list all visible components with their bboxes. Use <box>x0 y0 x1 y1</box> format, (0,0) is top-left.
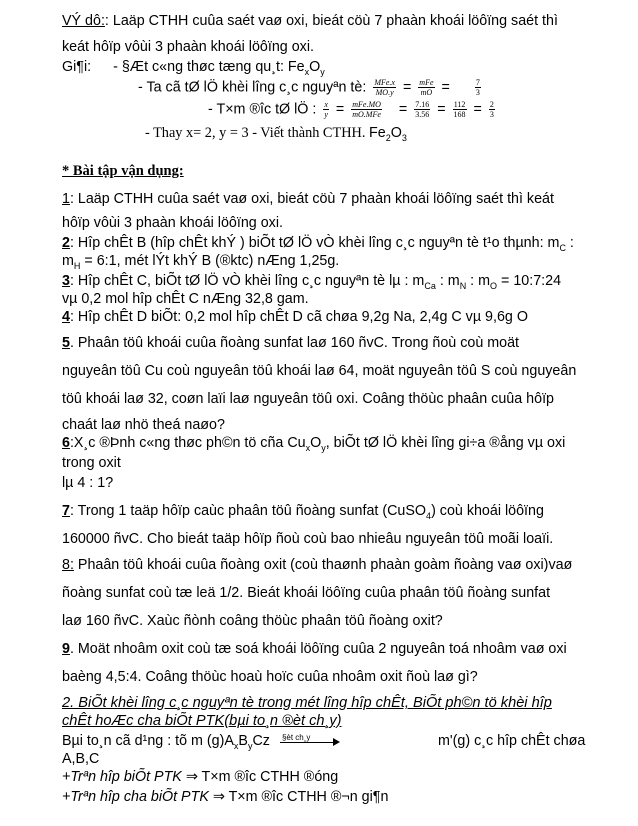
general-form-text: Bµi to¸n cã d¹ng : tõ m (g)A <box>62 733 234 749</box>
equals-sign: = <box>441 79 450 96</box>
b-symbol: B <box>238 733 248 749</box>
sub-h: H <box>73 260 81 271</box>
combustion-arrow-icon <box>280 733 340 749</box>
problem-4-line-1 <box>62 308 528 326</box>
problem-6-line-3: lµ 4 : 1? <box>62 475 114 491</box>
problem-8-line-2: ñoàng sunfat coù tæ leä 1/2. Bieát khoái löôïng cuûa phaân töû ñoàng sunfat <box>62 585 551 601</box>
example-line-2: keát hôïp vôùi 3 phaàn khoái löôïng oxi. <box>62 39 314 55</box>
sub-y: y <box>320 66 325 77</box>
fraction-x-y: $\frac{x}{y}$ <box>324 100 328 119</box>
problem-6-number: 6 <box>62 435 70 451</box>
problem-2-text: : Hîp chÊt B (hîp chÊt khÝ ) biÕt tØ lÖ vÒ khèi lîng c¸c nguyªn tè t¹o thµnh: m <box>69 235 560 251</box>
problem-6-line-1 <box>62 434 565 457</box>
case-1-condition: +Trªn hîp biÕt PTK <box>62 769 182 785</box>
step-4-text: - Thay x= 2, y = 3 - Viết thành CTHH. <box>145 125 366 141</box>
problem-7-text-2: ) coù khoái löôïng <box>431 503 544 519</box>
m-symbol: m <box>62 253 74 269</box>
problem-7-line-2: 160000 ñvC. Cho bieát taäp hôïp ñoù coù bao nhieâu nguyeân töû moãi loaïi. <box>62 531 554 547</box>
problem-9-line-2: baèng 4,5:4. Coâng thöùc hoaù hoïc cuûa nhoâm oxit ñoù laø gì? <box>62 669 478 685</box>
problem-6-text-2: , biÕt tØ lÖ khèi lîng gi÷a ®ång vµ oxi <box>325 435 566 451</box>
problem-9-text: . Moät nhoâm oxit coù tæ soá khoái löôïng cuûa 2 nguyeân toá nhoâm vaø oxi <box>69 641 567 657</box>
solution-line-2 <box>138 78 484 97</box>
problem-7-number: 7 <box>62 503 70 519</box>
case-2-line <box>62 788 388 806</box>
problem-4-number: 4 <box>62 309 70 325</box>
sub-3: 3 <box>401 132 407 143</box>
ratio-sep: : m <box>466 273 491 289</box>
sub-x: x <box>233 740 239 751</box>
oxygen-symbol: O <box>309 59 321 75</box>
o-symbol: O <box>390 125 402 141</box>
fe-symbol: Fe <box>369 125 386 141</box>
problem-1-number: 1 <box>62 191 70 207</box>
case-2-condition: +Trªn hîp cha biÕt PTK <box>62 789 209 805</box>
equals-sign: = <box>437 101 446 118</box>
example-line-1 <box>62 12 558 30</box>
problem-7-line-1 <box>62 502 544 525</box>
c-symbol: Cz <box>252 733 270 749</box>
o-symbol: O <box>310 435 322 451</box>
example-text: : Laäp CTHH cuûa saét vaø oxi, bieát cöù 7 phaàn khoái löôïng saét thì <box>104 13 558 29</box>
sub-y: y <box>321 442 326 453</box>
section-2-general-line <box>62 732 346 755</box>
colon: : <box>565 235 574 251</box>
sub-n: N <box>459 280 467 291</box>
problem-3-text: : Hîp chÊt C, biÕt tØ lÖ vÒ khèi lîng c¸c nguyªn tè lµ : m <box>69 273 425 289</box>
solution-label: Gi¶i: <box>62 59 92 75</box>
problem-4-text: : Hîp chÊt D biÕt: 0,2 mol hîp chÊt D cã chøa 9,2g Na, 2,4g C vµ 9,6g O <box>69 309 528 325</box>
problem-6-line-2: trong oxit <box>62 455 121 471</box>
problem-8-number: 8: <box>62 557 74 573</box>
implies-icon: ⇒ <box>212 789 225 805</box>
problem-5-line-4: chaát laø nhö theá naøo? <box>62 417 225 433</box>
ratio-value: = 10:7:24 <box>497 273 562 289</box>
problem-8-line-1 <box>62 556 572 574</box>
implies-icon: ⇒ <box>185 769 198 785</box>
section-2-general-result: m'(g) c¸c hîp chÊt chøa <box>438 733 586 749</box>
combustion-label: §èt ch¸y <box>281 733 311 743</box>
problem-5-line-1 <box>62 334 519 352</box>
section-2-title-line-1: 2. BiÕt khèi lîng c¸c nguyªn tè trong mét lîng hîp chÊt, BiÕt ph©n tö khèi hîp <box>62 695 552 711</box>
problem-7-text: : Trong 1 taäp hôïp caùc phaân töû ñoàng sunfat (CuSO <box>69 503 427 519</box>
equals-sign: = <box>402 79 412 96</box>
equals-sign: = <box>335 101 345 118</box>
fraction-7-3: $\frac{7}{3}$ <box>475 78 480 97</box>
problem-8-text: Phaân töû khoái cuûa ñoàng oxit (coù thaønh phaàn goàm ñoàng vaø oxi)vaø <box>73 557 573 573</box>
fraction-mfe-mo: $\frac{\text{mFe}}{mO}$ <box>419 78 434 97</box>
problem-8-line-3: laø 160 ñvC. Xaùc ñònh coâng thöùc phaân töû ñoàng oxit? <box>62 613 443 629</box>
example-label: VÝ dô: <box>62 13 105 29</box>
sub-y: y <box>247 740 253 751</box>
fraction-716-356: $\frac{7.16}{3.56}$ <box>415 100 430 119</box>
sub-4: 4 <box>426 510 432 521</box>
problem-2-text-2: = 6:1, mét lÝt khÝ B (®ktc) nÆng 1,25g. <box>80 253 340 269</box>
problem-5-line-3: töû khoái laø 32, coøn laïi laø nguyeân töû oxi. Coâng thöùc phaân cuûa hôïp <box>62 391 554 407</box>
problem-5-line-2: nguyeân töû Cu coù nguyeân töû khoái laø 64, moät nguyeân töû S coù nguyeân <box>62 363 577 379</box>
problem-2-number: 2 <box>62 235 70 251</box>
step-1-text: - §Æt c«ng thøc tæng qu¸t: Fe <box>113 59 305 75</box>
problem-1-line-2: hôïp vôùi 3 phaàn khoái löôïng oxi. <box>62 215 283 231</box>
sub-2: 2 <box>385 132 391 143</box>
sub-x: x <box>304 66 310 77</box>
step-3-text: - T×m ®îc tØ lÖ : <box>208 101 317 118</box>
solution-line-4 <box>145 124 407 147</box>
problem-9-number: 9 <box>62 641 70 657</box>
step-2-text: - Ta cã tØ lÖ khèi lîng c¸c nguyªn tè: <box>138 79 367 96</box>
section-2-title-line-2: chÊt hoÆc cha biÕt PTK(bµi to¸n ®èt ch¸y) <box>62 713 342 729</box>
fraction-2-3: $\frac{2}{3}$ <box>489 100 494 119</box>
case-1-result: T×m ®îc CTHH ®óng <box>201 769 339 785</box>
ratio-sep: : m <box>435 273 460 289</box>
problem-5-text: . Phaân töû khoái cuûa ñoàng sunfat laø 160 ñvC. Trong ñoù coù moät <box>69 335 520 351</box>
case-2-result: T×m ®îc CTHH ®¬n gi¶n <box>228 789 389 805</box>
fraction-mfe-x: $\frac{\text{MFe.x}}{MO.y}$ <box>374 78 395 97</box>
equals-sign: = <box>398 101 408 118</box>
section-2-elements: A,B,C <box>62 751 100 767</box>
case-1-line <box>62 768 338 786</box>
equals-sign: = <box>473 101 482 118</box>
sub-c: C <box>559 242 566 253</box>
problem-9-line-1 <box>62 640 567 658</box>
practice-heading: * Bài tập vận dụng: <box>62 163 184 179</box>
problem-6-text: :X¸c ®Þnh c«ng thøc ph©n tö cña Cu <box>69 435 306 451</box>
fraction-mfe-mo-ratio: $\frac{\text{mFe.MO}}{\text{mO.MFe}}$ <box>352 100 381 119</box>
problem-3-number: 3 <box>62 273 70 289</box>
solution-line-3 <box>208 100 498 119</box>
problem-1-text: : Laäp CTHH cuûa saét vaø oxi, bieát cöù 7 phaàn khoái löôïng saét thì keát <box>69 191 554 207</box>
fraction-112-168: $\frac{112}{168}$ <box>453 100 466 119</box>
problem-5-number: 5 <box>62 335 70 351</box>
sub-o: O <box>490 280 498 291</box>
problem-3-line-2: vµ 0,2 mol hîp chÊt C nÆng 32,8 gam. <box>62 291 309 307</box>
problem-1-line-1 <box>62 190 554 208</box>
sub-x: x <box>305 442 311 453</box>
sub-ca: Ca <box>424 280 436 291</box>
